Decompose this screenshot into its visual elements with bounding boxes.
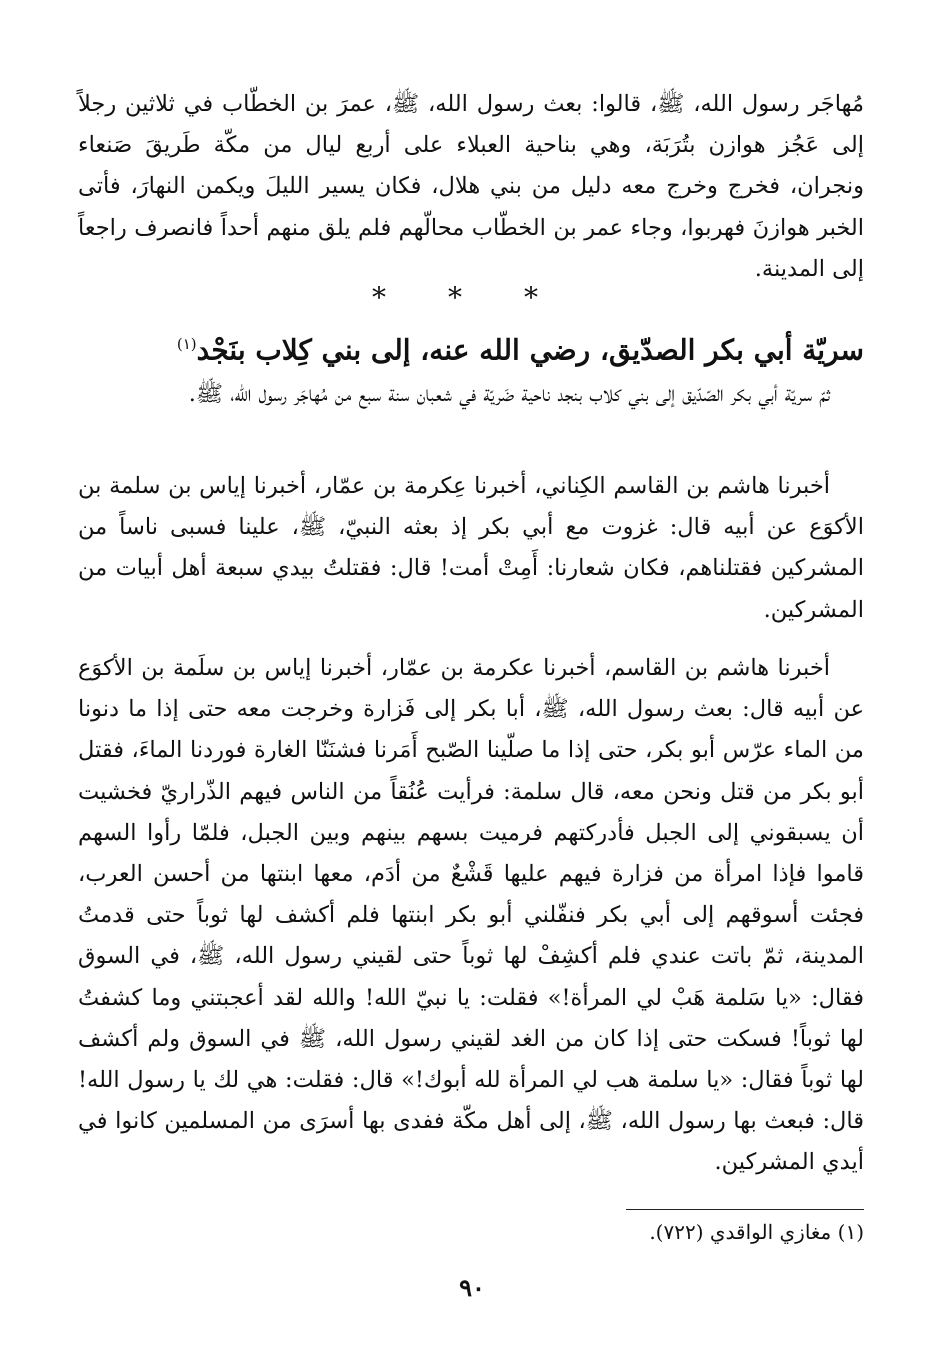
paragraph-hadith-2: أخبرنا هاشم بن القاسم، أخبرنا عكرمة بن عمّار، أخبرنا إياس بن سلَمة بن الأكوَع عن أبيه قال: بعث رسول الله، ﷺ، أبا بكر إلى فَزارة وخرجت معه حتى إذا ما دنونا من الماء عرّس أبو بكر، حتى إذا ما صلّينا الصّبح أَمَرنا فشنَنّا الغارة فوردنا الماءَ، فقتل أبو بكر من قتل ونحن معه، قال سلمة: فرأيت عُنُقاً من الناس فيهم الذّراريّ فخشيت أن يسبقوني إلى الجبل فأدركتهم فرميت بسهم بينهم وبين الجبل، فلمّا رأوا السهم قاموا فإذا امرأة من فزارة فيهم عليها قَشْعٌ من أدَم، معها ابنتها من أحسن العرب، فجئت أسوقهم إلى أبي بكر فنفّلني أبو بكر ابنتها فلم أكشف لها ثوباً حتى قدمتُ المدينة، ثمّ باتت عندي فلم أكشِفْ لها ثوباً حتى لقيني رسول الله، ﷺ، في السوق فقال: «يا سَلمة هَبْ لي المرأة!» فقلت: يا نبيّ الله! والله لقد أعجبتني وما كشفتُ لها ثوباً! فسكت حتى إذا كان من الغد لقيني رسول الله، ﷺ في السوق ولم أكشف لها ثوباً فقال: «يا سلمة هب لي المرأة لله أبوك!» قال: فقلت: هي لك يا رسول الله! قال: فبعث بها رسول الله، ﷺ، إلى أهل مكّة ففدى بها أسرَى من المسلمين كانوا في أيدي المشركين. <box>78 655 864 1176</box>
text-block-hadith-2 <box>78 648 864 1184</box>
text-block-top <box>78 84 864 290</box>
paragraph-hadith-1: أخبرنا هاشم بن القاسم الكِناني، أخبرنا عِكرمة بن عمّار، أخبرنا إياس بن سلمة بن الأكوَع عن أبيه قال: غزوت مع أبي بكر إذ بعثه النبيّ، ﷺ، علينا فسبى ناساً من المشركين فقتلناهم، فكان شعارنا: أَمِتْ أمت! قال: فقتلتُ بيدي سبعة أهل أبيات من المشركين. <box>78 473 864 623</box>
text-block-hadith-1 <box>78 466 864 631</box>
paragraph-sariyya-intro: ثمّ سريّة أبي بكر الصّدّيق إلى بني كلاب بنجد ناحية ضَريّة في شعبان سنة سبع من مُهاجَر رسول الله، ﷺ. <box>188 381 830 407</box>
section-separator <box>330 283 570 313</box>
separator-star: * <box>524 281 538 314</box>
page-number: ٩٠ <box>459 1273 485 1302</box>
text-block-intro <box>78 374 864 415</box>
footnote-divider <box>626 1209 864 1210</box>
section-heading-title: سريّة أبي بكر الصدّيق، رضي الله عنه، إلى بني كِلاب بنَجْد <box>196 333 864 367</box>
separator-star: * <box>372 281 386 314</box>
section-heading <box>78 322 864 372</box>
footnote: (١) مغازي الواقدي (٧٢٢). <box>649 1220 864 1244</box>
paragraph-umar-expedition: مُهاجَر رسول الله، ﷺ، قالوا: بعث رسول الله، ﷺ، عمرَ بن الخطّاب في ثلاثين رجلاً إلى عَجُز هوازن بتُرَبَة، وهي بناحية العبلاء على أربع ليال من مكّة طَريقَ صَنعاء ونجران، فخرج وخرج معه دليل من بني هلال، فكان يسير الليلَ ويكمن النهارَ، فأتى الخبر هوازنَ فهربوا، وجاء عمر بن الخطّاب محالّهم فلم يلق منهم أحداً فانصرف راجعاً إلى المدينة. <box>78 91 864 282</box>
footnote-reference: (١) <box>176 335 197 353</box>
separator-star: * <box>448 281 462 314</box>
